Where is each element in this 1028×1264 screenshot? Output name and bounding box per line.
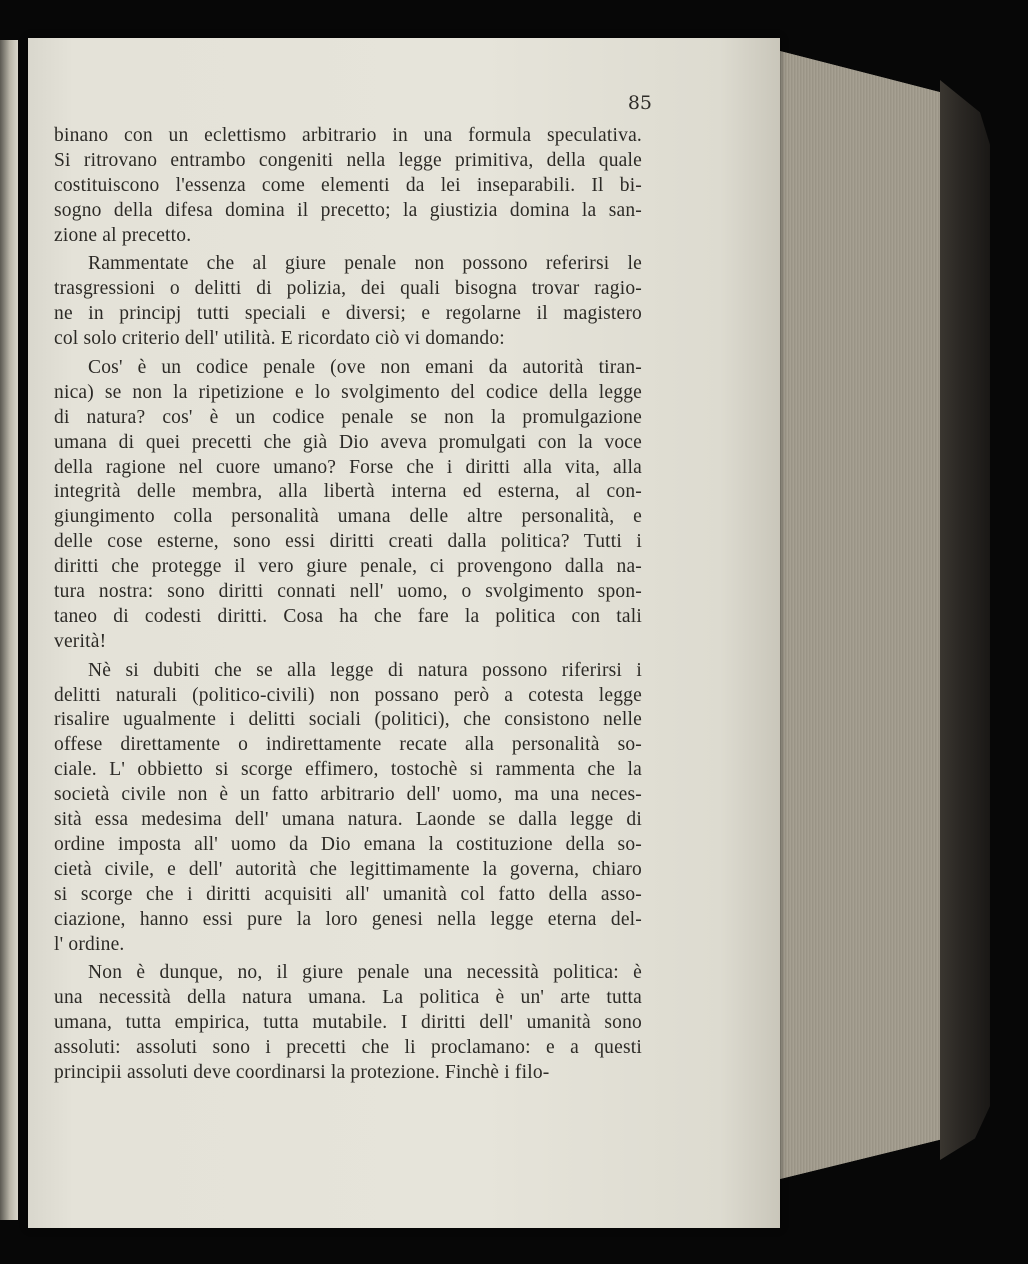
text-line: principii assoluti deve coordinarsi la protezione. Finchè i filo- [54,1061,550,1083]
text-line: zione al precetto. [54,224,192,246]
text-line: ciazione, hanno essi pure la loro genesi nella legge eterna del- [54,908,642,930]
text-line: della ragione nel cuore umano? Forse che i diritti alla vita, alla [54,456,642,478]
text-line: Rammentate che al giure penale non possono referirsi le [88,253,642,275]
text-line: diritti che protegge il vero giure penale, ci provengono dalla na- [54,556,642,578]
text-line: ordine imposta all' uomo da Dio emana la costituzione della so- [54,833,642,855]
text-line: binano con un eclettismo arbitrario in una formula speculativa. [54,125,642,146]
paragraph [54,124,642,248]
text-line: taneo di codesti diritti. Cosa ha che fare la politica con tali [54,605,642,627]
text-line: nica) se non la ripetizione e lo svolgimento del codice della legge [54,381,642,403]
text-line: Si ritrovano entrambo congeniti nella legge primitiva, della quale [54,149,642,171]
text-line: tura nostra: sono diritti connati nell' uomo, o svolgimento spon- [54,581,642,603]
text-line: trasgressioni o delitti di polizia, dei quali bisogna trovar ragio- [54,278,642,300]
text-line: costituiscono l'essenza come elementi da lei inseparabili. Il bi- [54,174,642,196]
text-line: Nè si dubiti che se alla legge di natura possono riferirsi i [88,659,642,681]
paragraph [54,356,642,655]
text-line: giungimento colla personalità umana delle altre personalità, e [54,506,642,528]
text-line: verità! [54,630,107,652]
text-line: l' ordine. [54,933,125,955]
text-line: una necessità della natura umana. La politica è un' arte tutta [54,987,642,1009]
text-line: offese direttamente o indirettamente recate alla personalità so- [54,734,642,756]
text-line: umana, tutta empirica, tutta mutabile. I diritti dell' umanità sono [54,1012,642,1034]
text-line: Cos' è un codice penale (ove non emani da autorità tiran- [88,357,642,379]
text-line: ne in principj tutti speciali e diversi; e regolarne il magistero [54,303,642,325]
left-book-edge [0,40,18,1220]
text-line: cietà civile, e dell' autorità che legittimamente la governa, chiaro [54,858,642,880]
book-cover-edge [940,80,990,1160]
text-line: assoluti: assoluti sono i precetti che li proclamano: e a questi [54,1037,642,1059]
page-number: 85 [627,92,652,114]
text-line: integrità delle membra, alla libertà interna ed esterna, al con- [54,481,642,503]
text-line: umana di quei precetti che già Dio aveva promulgati con la voce [54,431,642,453]
text-line: col solo criterio dell' utilità. E ricordato ciò vi domando: [54,328,505,350]
text-line: risalire ugualmente i delitti sociali (politici), che consistono nelle [54,709,642,731]
body-text [54,124,642,1086]
text-line: ciale. L' obbietto si scorge effimero, tostochè si rammenta che la [54,759,642,781]
paragraph [54,961,642,1085]
text-line: delle cose esterne, sono essi diritti creati dalla politica? Tutti i [54,531,642,553]
paragraph [54,252,642,352]
paragraph [54,659,642,958]
text-line: sità essa medesima dell' umana natura. Laonde se dalla legge di [54,809,642,831]
text-line: delitti naturali (politico-civili) non possano però a cotesta legge [54,684,642,706]
text-line: società civile non è un fatto arbitrario dell' uomo, ma una neces- [54,784,642,806]
text-line: sogno della difesa domina il precetto; la giustizia domina la san- [54,199,642,221]
text-line: di natura? cos' è un codice penale se non la promulgazione [54,406,642,428]
text-line: Non è dunque, no, il giure penale una necessità politica: è [88,962,642,984]
text-line: si scorge che i diritti acquisiti all' umanità col fatto della asso- [54,883,642,905]
